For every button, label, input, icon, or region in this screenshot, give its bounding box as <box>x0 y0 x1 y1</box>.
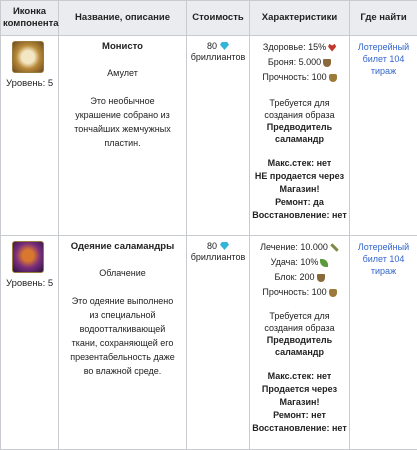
required-text: Требуется для создания образа <box>264 311 335 333</box>
armor-icon <box>323 59 331 67</box>
name-cell <box>59 36 187 236</box>
stat-line <box>250 55 349 70</box>
stat-line <box>250 40 349 55</box>
item-name: Одеяние саламандры <box>70 241 175 252</box>
stat-line <box>250 270 349 285</box>
stat-text: Блок: 200 <box>274 272 315 282</box>
stat-text: Броня: 5.000 <box>267 57 322 67</box>
restore-status: Восстановление: нет <box>252 423 347 433</box>
item-type: Амулет <box>107 68 138 78</box>
required-text: Требуется для создания образа <box>264 98 335 120</box>
item-level: Уровень: 5 <box>6 78 54 89</box>
location-link[interactable]: Лотерейный билет 104 тираж <box>357 242 410 276</box>
cost-cell <box>187 36 250 236</box>
required-target: Предводитель саламандр <box>266 335 333 357</box>
leaf-icon <box>320 259 328 267</box>
shield-icon <box>329 289 337 297</box>
robe-icon[interactable] <box>12 241 44 273</box>
stat-line <box>250 70 349 85</box>
stat-line <box>250 285 349 300</box>
restore-status: Восстановление: нет <box>252 210 347 220</box>
cost-label: бриллиантов <box>190 252 246 262</box>
icon-cell <box>1 36 59 236</box>
header-location: Где найти <box>350 1 417 36</box>
item-name: Монисто <box>102 41 143 52</box>
armor-icon <box>317 274 325 282</box>
diamond-icon <box>220 42 229 50</box>
item-level: Уровень: 5 <box>6 278 54 289</box>
cost-label: бриллиантов <box>190 52 246 62</box>
sell-status: Продается через Магазин! <box>261 384 338 407</box>
location-cell <box>350 36 417 236</box>
header-icon: Иконка компонента <box>1 1 59 36</box>
heart-icon <box>328 44 336 52</box>
name-cell <box>59 236 187 450</box>
table-row <box>1 36 417 236</box>
repair-status: Ремонт: нет <box>273 410 326 420</box>
stat-text: Прочность: 100 <box>262 287 327 297</box>
required-target: Предводитель саламандр <box>266 122 333 144</box>
table-row <box>1 236 417 450</box>
stat-text: Здоровье: 15% <box>262 42 327 52</box>
header-name: Название, описание <box>59 1 187 36</box>
location-link[interactable]: Лотерейный билет 104 тираж <box>357 42 410 76</box>
necklace-icon[interactable] <box>12 41 44 73</box>
table-header-row <box>1 1 417 36</box>
stats-cell <box>250 236 350 450</box>
item-description: Это необычное украшение собрано из тончайших жемчужных пластин. <box>74 96 171 148</box>
item-type: Облачение <box>99 268 146 278</box>
location-cell <box>350 236 417 450</box>
stat-line <box>250 255 349 270</box>
stat-text: Удача: 10% <box>270 257 319 267</box>
max-stack: Макс.стек: нет <box>267 158 332 168</box>
stat-text: Лечение: 10.000 <box>260 242 328 252</box>
cost-value: 80 <box>206 241 217 251</box>
sell-status: НЕ продается через Магазин! <box>254 171 345 194</box>
stats-cell <box>250 36 350 236</box>
cost-value: 80 <box>206 41 217 51</box>
stat-line <box>250 240 349 255</box>
cost-cell <box>187 236 250 450</box>
heal-icon <box>330 243 338 251</box>
icon-cell <box>1 236 59 450</box>
header-cost: Стоимость <box>187 1 250 36</box>
shield-icon <box>329 74 337 82</box>
diamond-icon <box>220 242 229 250</box>
repair-status: Ремонт: да <box>275 197 324 207</box>
stat-text: Прочность: 100 <box>262 72 327 82</box>
max-stack: Макс.стек: нет <box>267 371 332 381</box>
item-description: Это одеяние выполнено из специальной водоотталкивающей ткани, сохраняющей его презентабельность даже во влажной среде. <box>70 296 175 376</box>
header-stats: Характеристики <box>250 1 350 36</box>
